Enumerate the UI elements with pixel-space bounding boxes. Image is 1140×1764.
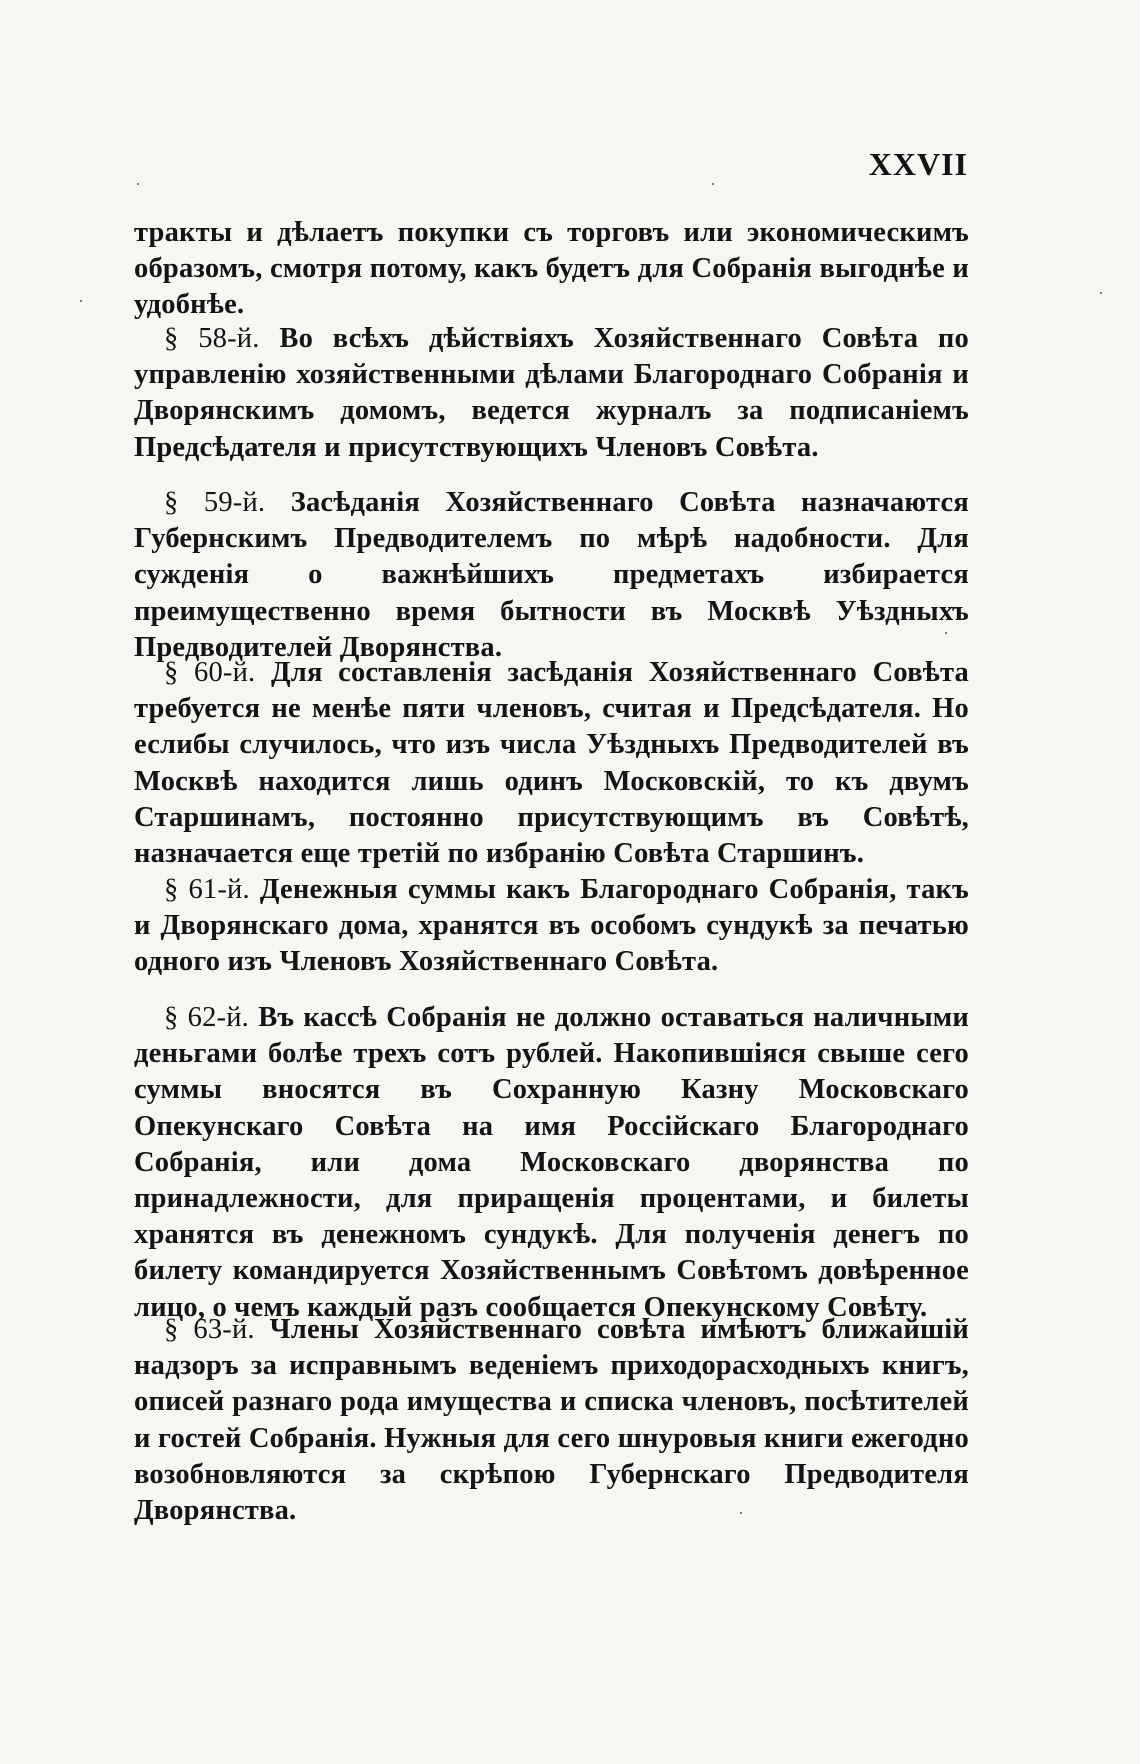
paragraph-text: Засѣданія Хозяйственнаго Совѣта назначаются Губернскимъ Предводителемъ по мѣрѣ надобности. Для сужденія о важнѣйшихъ предметахъ избирается преимущественно время бытности въ Москвѣ Уѣздныхъ Предводителей Дворянства. bbox=[134, 487, 969, 663]
page-number: XXVII bbox=[868, 146, 968, 182]
paragraph-61 bbox=[134, 872, 969, 981]
section-number: 59-й. bbox=[203, 487, 266, 518]
section-sign: § bbox=[164, 1002, 179, 1033]
paragraph-62 bbox=[134, 1000, 969, 1326]
paragraph-60 bbox=[134, 655, 969, 872]
paragraph-continuation bbox=[134, 215, 969, 324]
paragraph-text: Для составленія засѣданія Хозяйственнаго Совѣта требуется не менѣе пяти членовъ, считая и Предсѣдателя. Но еслибы случилось, что изъ числа Уѣздныхъ Предводителей въ Москвѣ находится лишь одинъ Московскій, то къ двумъ Старшинамъ, постоянно присутствующимъ въ Совѣтѣ, назначается еще третій по избранію Совѣта Старшинъ. bbox=[134, 657, 969, 870]
scan-speck bbox=[712, 183, 714, 185]
paragraph-63 bbox=[134, 1312, 969, 1529]
section-number: 58-й. bbox=[198, 323, 260, 354]
section-sign: § bbox=[164, 657, 179, 688]
section-number: 61-й. bbox=[188, 874, 250, 905]
paragraph-58 bbox=[134, 321, 969, 466]
scan-speck bbox=[740, 1512, 742, 1514]
scan-speck bbox=[137, 183, 139, 185]
paragraph-text: Во всѣхъ дѣйствіяхъ Хозяйственнаго Совѣта по управленію хозяйственными дѣлами Благороднаго Собранія и Дворянскимъ домомъ, ведется журналъ за подписаніемъ Предсѣдателя и присутствующихъ Членовъ Совѣта. bbox=[134, 323, 969, 463]
paragraph-59 bbox=[134, 485, 969, 666]
scan-speck bbox=[1100, 292, 1102, 294]
paragraph-text: Члены Хозяйственнаго совѣта имѣютъ ближайшій надзоръ за исправнымъ веденіемъ приходорасходныхъ книгъ, описей разнаго рода имущества и списка членовъ, посѣтителей и гостей Собранія. Нужныя для сего шнуровыя книги ежегодно возобновляются за скрѣпою Губернскаго Предводителя Дворянства. bbox=[134, 1314, 969, 1527]
paragraph-text: тракты и дѣлаетъ покупки съ торговъ или экономическимъ образомъ, смотря потому, какъ будетъ для Собранія выгоднѣе и удобнѣе. bbox=[134, 217, 969, 321]
paragraph-text: Въ кассѣ Собранія не должно оставаться наличными деньгами болѣе трехъ сотъ рублей. Накопившіяся свыше сего суммы вносятся въ Сохранную Казну Московскаго Опекунскаго Совѣта на имя Россійскаго Благороднаго Собранія, или дома Московскаго дворянства по принадлежности, для приращенія процентами, и билеты хранятся въ денежномъ сундукѣ. Для полученія денегъ по билету командируется Хозяйственнымъ Совѣтомъ довѣренное лицо, о чемъ каждый разъ сообщается Опекунскому Совѣту. bbox=[134, 1002, 970, 1323]
section-number: 62-й. bbox=[187, 1002, 250, 1033]
section-number: 63-й. bbox=[193, 1314, 255, 1345]
section-sign: § bbox=[164, 323, 179, 354]
section-sign: § bbox=[164, 874, 179, 905]
section-sign: § bbox=[164, 487, 179, 518]
scan-speck bbox=[945, 632, 947, 634]
paragraph-text: Денежныя суммы какъ Благороднаго Собранія, такъ и Дворянскаго дома, хранятся въ особомъ сундукѣ за печатью одного изъ Членовъ Хозяйственнаго Совѣта. bbox=[134, 874, 969, 978]
scan-speck bbox=[80, 300, 82, 302]
section-number: 60-й. bbox=[194, 657, 256, 688]
section-sign: § bbox=[164, 1314, 179, 1345]
